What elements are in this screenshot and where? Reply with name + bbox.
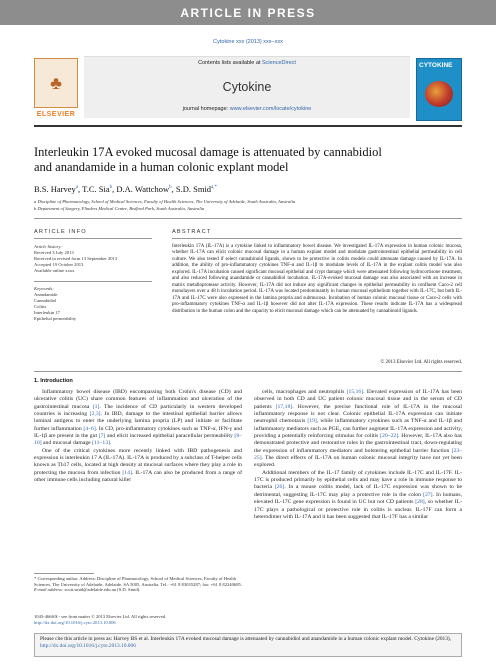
abstract-heading: ABSTRACT: [172, 229, 212, 235]
keyword: Anandamide: [34, 292, 58, 297]
doi-link[interactable]: http://dx.doi.org/10.1016/j.cyto.2013.10.006: [34, 619, 116, 625]
text-run: . The incidence of CD particularly in western developed countries is increasing: [34, 403, 242, 418]
email-label: E-mail address:: [34, 587, 64, 593]
text-run: . IL-17A can also be produced from a range of other immune cells including natural killer: [34, 469, 242, 484]
header-rule: [34, 125, 462, 127]
history-line: Received in revised form 13 September 2013: [34, 256, 118, 261]
sciencedirect-link[interactable]: ScienceDirect: [261, 60, 296, 66]
keyword: Epithelial permeability: [34, 316, 77, 321]
author-name: T.C. Sia: [82, 184, 110, 194]
homepage-prefix: journal homepage:: [182, 106, 230, 112]
front-matter-line: 1043-4666/$ - see front matter © 2013 Elsevier Ltd. All rights reserved.: [34, 614, 167, 619]
author-affiliation-marker[interactable]: a: [75, 185, 79, 191]
citation-box: [34, 633, 462, 657]
text-run: . In a mouse colitis model, lack of IL-17C expression was shown to be detrimental, suggesting IL-17C may play a protective role in the colon: [254, 484, 462, 498]
citation-link[interactable]: [15,16]: [346, 389, 364, 395]
text-run: . Elevated expression of IL-17A has been observed in both CD and UC patient colonic mucosal tissue and in the serum of CD patients: [254, 389, 462, 410]
article-info: [34, 244, 152, 322]
article-in-press-banner: ARTICLE IN PRESS: [0, 0, 496, 25]
citation-link[interactable]: [4–6]: [83, 425, 96, 432]
author-affiliation-marker[interactable]: a,*: [211, 185, 218, 191]
left-column: [34, 389, 242, 484]
divider: [34, 238, 152, 239]
citation-link[interactable]: [8–10]: [34, 433, 243, 447]
divider: [34, 274, 152, 282]
citation-text: Please cite this article in press as: Harvey BS et al. Interleukin 17A evoked mucosal damage is attenuated by cannabidiol and anandamide in a human colonic explant model. Cytokine (2013),: [40, 636, 452, 642]
author-affiliation-marker[interactable]: b: [169, 185, 172, 191]
journal-homepage: [84, 106, 410, 112]
text-run: . In IBD, damage to the intestinal epithelial barrier allows luminal antigens to enter the underlying lamina propria (LP) and initiate or facilitate further inflammation: [34, 411, 242, 432]
homepage-link[interactable]: www.elsevier.com/locate/cytokine: [229, 106, 312, 112]
text-run: . However, the precise functional role of IL-17A in the mucosal inflammatory response is not clear. Colonic epithelial IL-17A expression can initiate neutrophil chemotaxis: [254, 403, 462, 425]
paragraph: [34, 448, 242, 485]
article-title: [34, 145, 462, 174]
author-name: B.S. Harvey: [34, 184, 76, 194]
citation-link[interactable]: [1]: [92, 403, 100, 410]
corresponding-author-note: * Corresponding author. Address: Discipline of Pharmacology, School of Medical Sciences, Faculty of Health Sciences, The University of Adelaide, Adelaide, SA 5005, Australia. Tel.: +61 8 83035287; fax: +61 8 82240685.: [34, 576, 242, 587]
text-run: . In CD, pro-inflammatory cytokines such as TNF-α, IFN-γ and IL-1β are present in the gut: [34, 425, 242, 440]
citation-link[interactable]: [7]: [98, 433, 106, 440]
paragraph: [34, 389, 242, 448]
citation-link[interactable]: [27]: [423, 491, 433, 498]
text-run: . In humans, elevated IL-17C gene expression is found in UC but not CD patients: [254, 491, 462, 506]
footnote: [34, 576, 242, 593]
affiliation-a: a Discipline of Pharmacology, School of Medical Sciences, Faculty of Health Sciences, The University of Adelaide, South Australia, Australia: [34, 199, 296, 204]
journal-cover: [416, 58, 462, 121]
contents-prefix: Contents lists available at: [198, 60, 262, 66]
paragraph: [254, 470, 462, 521]
author-name: S.D. Smid: [175, 184, 212, 194]
section-heading: 1. Introduction: [34, 378, 73, 384]
divider: [34, 371, 462, 372]
keyword: Colitis: [34, 304, 47, 309]
text-run: cells, macrophages and neutrophils: [262, 389, 347, 395]
journal-masthead: [84, 56, 410, 118]
citation-doi-link[interactable]: http://dx.doi.org/10.1016/j.cyto.2013.10.006: [40, 643, 136, 649]
journal-title: Cytokine: [222, 80, 272, 94]
keyword: Cannabidiol: [34, 298, 57, 303]
citation-link[interactable]: [20–22]: [380, 433, 399, 440]
history-line: Accepted 19 October 2013: [34, 262, 84, 267]
elsevier-logo: [34, 58, 78, 122]
text-run: and mucosal damage: [41, 440, 93, 447]
author-name: D.A. Wattchow: [116, 184, 170, 194]
citation-link[interactable]: [17,18]: [275, 403, 293, 410]
tree-icon: ♣: [34, 58, 78, 108]
divider: [172, 238, 462, 239]
text-run: and elicit increased epithelial paracellular permeability: [105, 433, 235, 440]
text-run: Additional members of the IL-17 family of cytokines include IL-17C and IL-17F. IL-17C is produced primarily by epithelial cells and may have a role in immune response to bacteria: [254, 469, 462, 491]
history-line: Received 3 July 2013: [34, 250, 74, 255]
divider: [34, 218, 462, 219]
citation-link[interactable]: [23–25]: [254, 447, 462, 462]
abstract-text: Interleukin 17A (IL-17A) is a cytokine linked to inflammatory bowel disease. We investigated IL-17A expression in human colonic mucosa, whether IL-17A can elicit colonic mucosal damage in a human explant model and modulate gastrointestinal epithelial permeability in cell culture. We also tested if select cannabinoid ligands, shown to be protective in colitis models could attenuate damage caused by IL-17A. In addition, the ability of pro-inflammatory cytokines TNF-α and IL-1β to modulate levels of IL-17A in the explant colitis model was also explored. IL-17A incubation caused significant mucosal epithelial and crypt damage which were attenuated following hydrocortisone treatment, and also reduced following anandamide or cannabidiol incubation. IL-17A-evoked mucosal damage was also associated with an increase in matrix metalloprotease activity. However, IL-17A did not induce any significant changes in epithelial permeability in confluent Caco-2 cell monolayers over a 48 h incubation period. IL-17A was located predominantly in human mucosal epithelium together with IL-17C, but both IL-17A and IL-17C were also expressed in the lamina propria and submucosa. Incubation of human colonic mucosal tissue or Caco-2 cells with pro-inflammatory cytokines TNF-α and IL-1β however did not alter IL-17A expression. These results indicate IL-17A has a widespread distribution in the human colon and the capacity to elicit mucosal damage which can be attenuated by cannabinoid ligands.: [172, 244, 462, 314]
text-run: , so whether IL-17C plays a pathological or protective role in colitis is unclear. IL-17F can form a heterodimer with IL-17A and it has been suggested that IL-17F has a similar: [254, 499, 462, 520]
citation-link[interactable]: [14]: [122, 469, 132, 476]
citation-link[interactable]: [28]: [415, 499, 425, 506]
contents-line: [84, 60, 410, 66]
journal-header: [34, 56, 462, 122]
text-run: .: [109, 440, 112, 447]
citation-link[interactable]: [2,3]: [89, 411, 101, 418]
publisher-logo-text: ELSEVIER: [36, 111, 76, 118]
citation-link[interactable]: [11–13]: [92, 440, 110, 447]
keywords-label: Keywords:: [34, 286, 54, 291]
affiliation-b: b Department of Surgery, Flinders Medical Centre, Bedford Park, South Australia, Australia: [34, 206, 205, 211]
citation-link[interactable]: [26]: [274, 484, 285, 491]
article-info-heading: ARTICLE INFO: [34, 229, 87, 235]
abstract-copyright: © 2013 Elsevier Ltd. All rights reserved.: [380, 360, 462, 365]
paragraph: [254, 389, 462, 470]
history-label: Article history:: [34, 244, 62, 249]
text-run: One of the critical cytokines more recently linked with IBD pathogenesis and expression is interleukin 17 A (IL-17A). IL-17A is produced by a subclass of T-helper cells known as Th17 cells, located at high density at mucosal surfaces where they play a role in protecting the mucosa from infection: [34, 447, 242, 476]
publication-info: [34, 614, 294, 625]
title-line-1: Interleukin 17A evoked mucosal damage is attenuated by cannabidiol: [34, 145, 382, 159]
text-run: . However, IL-17A also has demonstrated protective and restorative roles in the gastrointestinal tract, down-regulating the expression of inflammatory mediators and bolstering epithelial barrier function: [254, 433, 463, 454]
right-column: [254, 389, 462, 521]
title-line-2: and anandamide in a human colonic explant model: [34, 159, 289, 174]
citation-link[interactable]: [19]: [307, 418, 317, 425]
keyword: Interleukin 17: [34, 310, 60, 315]
cover-title: CYTOKINE: [419, 62, 453, 69]
cover-image: [425, 81, 453, 107]
footnote-rule: [34, 573, 94, 574]
text-run: . The direct effects of IL-17A on human colonic mucosal integrity have not yet been explored.: [254, 455, 462, 469]
text-run: , while inflammatory cytokines such as TNF-α and IL-1β and inflammatory mediators such as PGE₂ can further augment IL-17A expression and activity, providing a potentially reinforcing stimulus for colitis: [254, 418, 462, 440]
history-line: Available online xxxx: [34, 268, 75, 273]
text-run: Inflammatory bowel disease (IBD) encompassing both Crohn's disease (CD) and ulcerative colitis (UC) share common features of inflammation and ulceration of the gastrointestinal mucosa: [34, 389, 242, 410]
email-address[interactable]: scott.smid@adelaide.edu.au (S.D. Smid).: [64, 587, 141, 593]
journal-reference[interactable]: Cytokine xxx (2013) xxx–xxx: [213, 39, 283, 45]
author-affiliation-marker[interactable]: b: [109, 185, 113, 191]
author-list: B.S. Harvey$^a$, T.C. Sia$^b$, D.A. Wattchow$^b$, S.D. Smid$^{a,*}$: [34, 184, 218, 194]
